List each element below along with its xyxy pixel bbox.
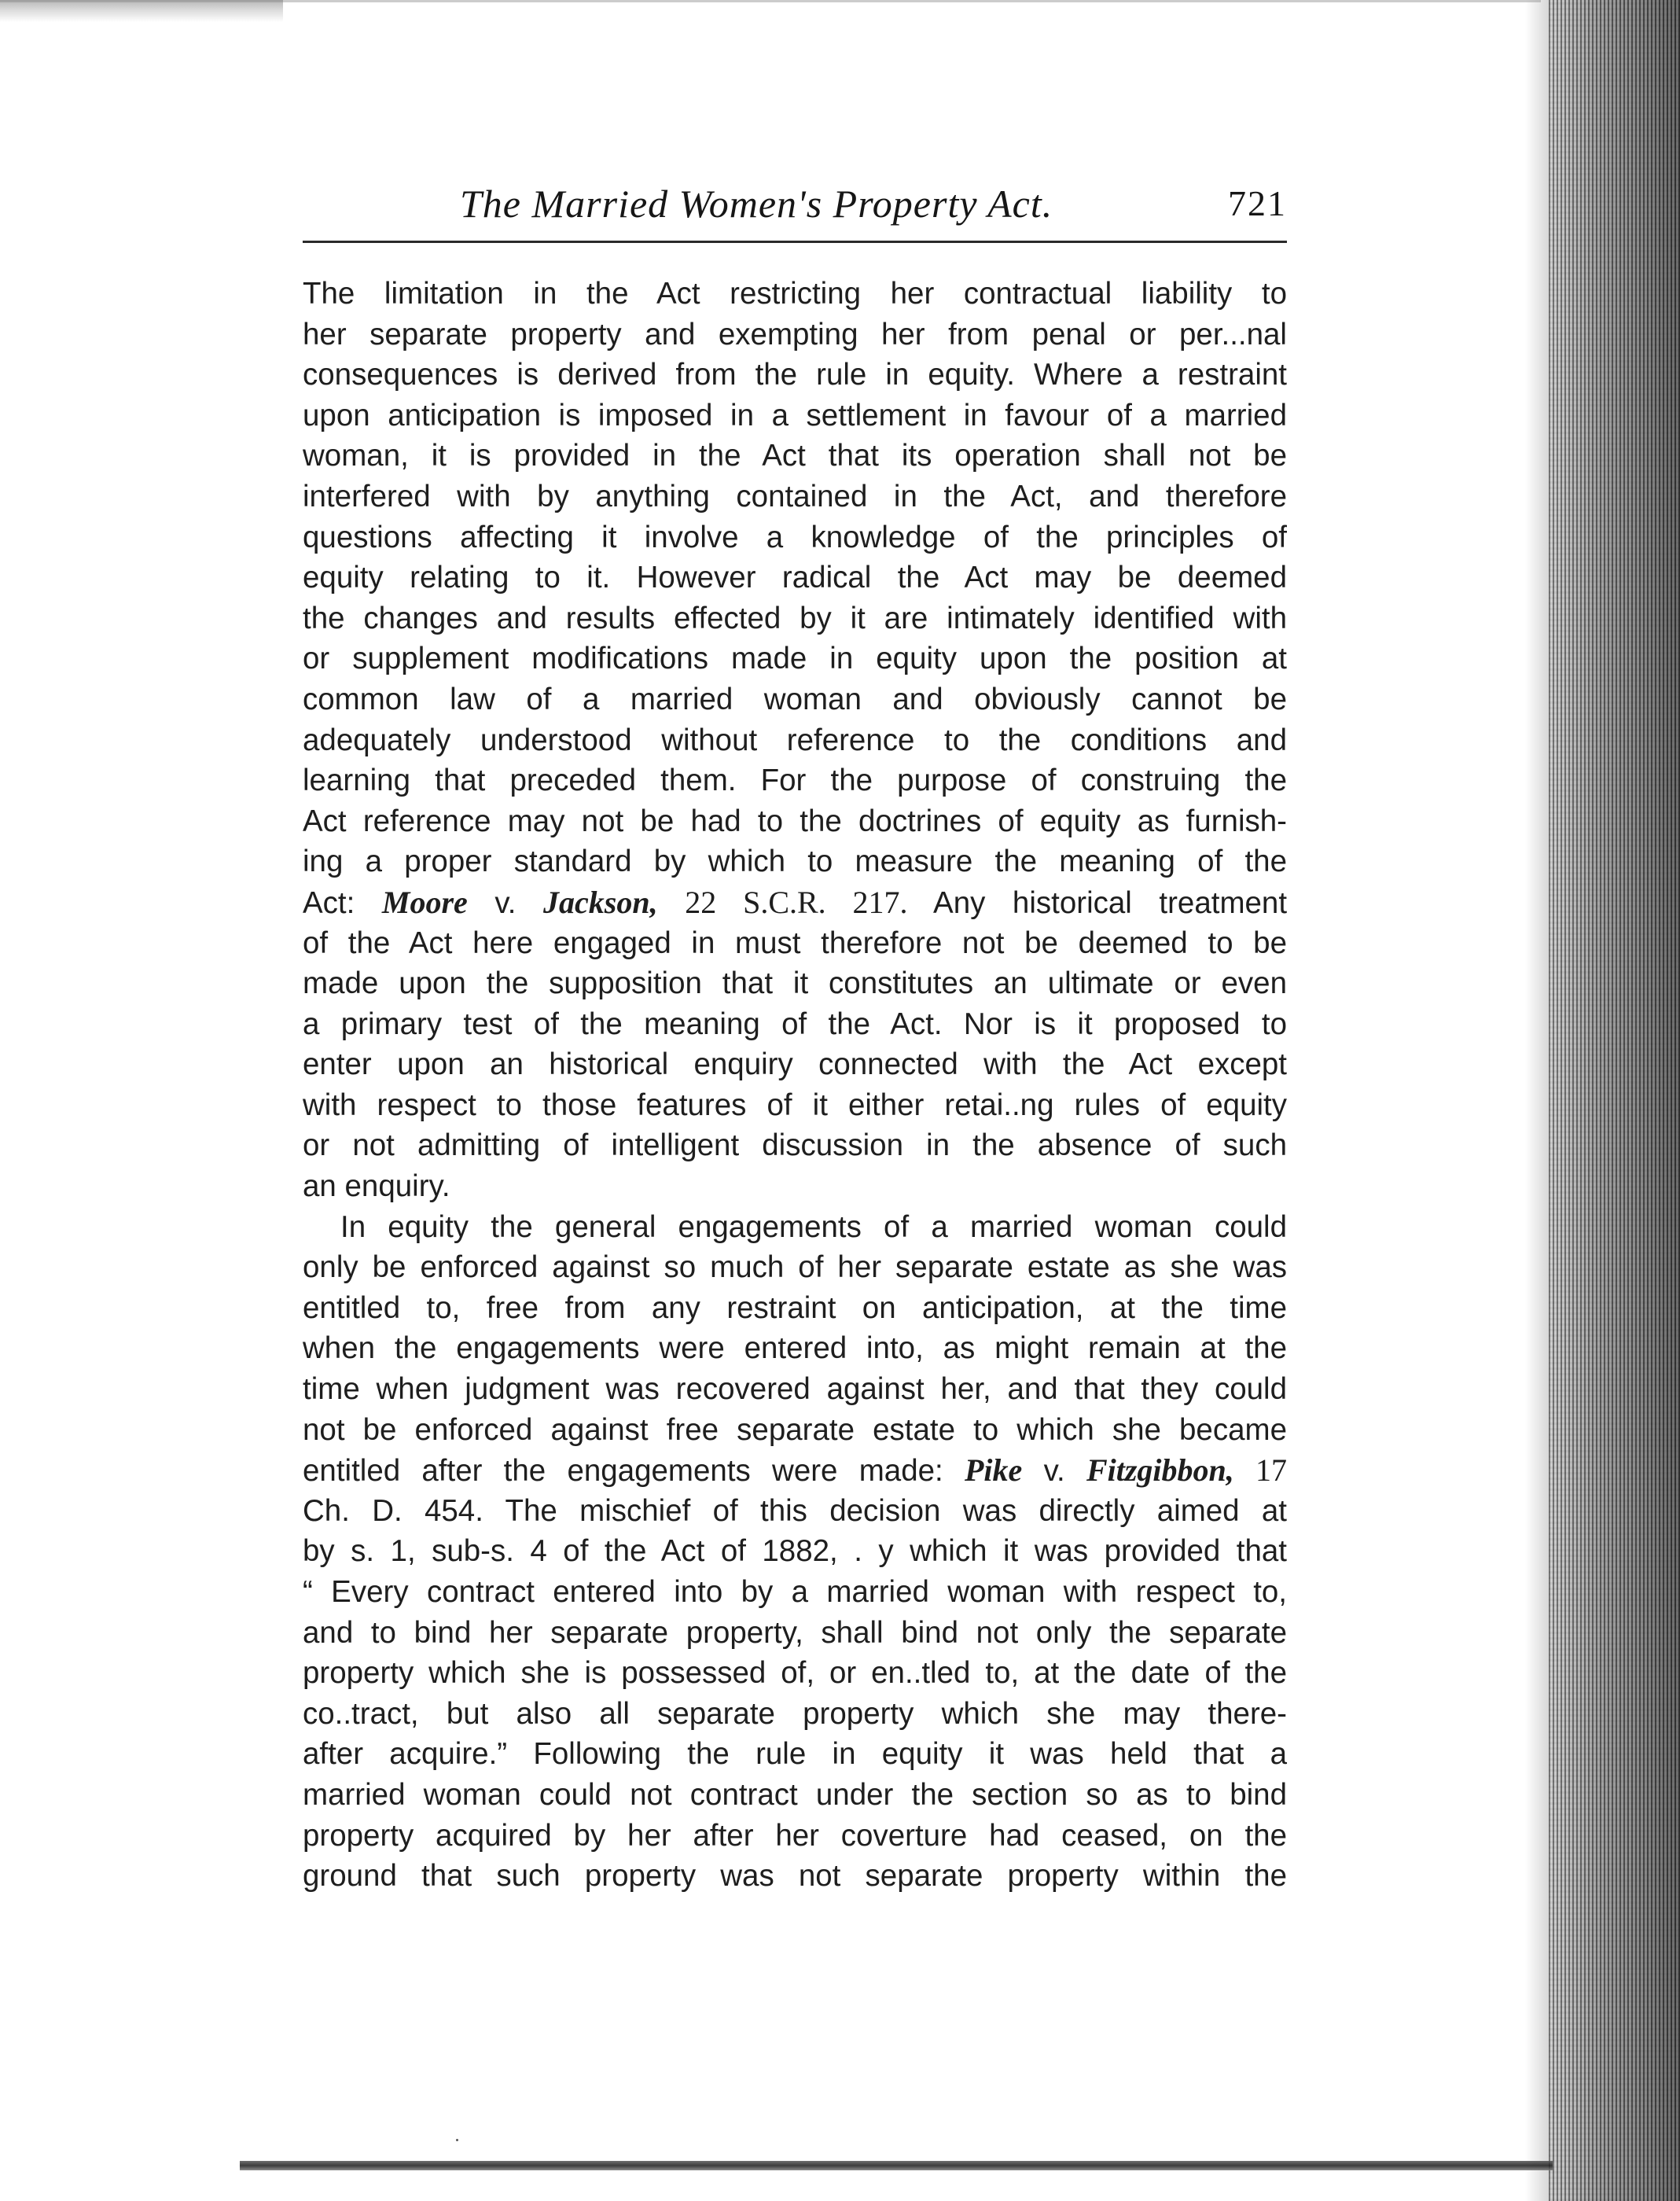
text-line: property acquired by her after her coverture had ceased, on the [303, 1818, 1287, 1853]
page-edge-binding [1549, 0, 1680, 2201]
text-line: her separate property and exempting her from penal or per...nal [303, 317, 1287, 351]
binding-shadow [1525, 0, 1549, 2201]
page-number: 721 [1228, 183, 1287, 223]
text-line: an enquiry. [303, 1169, 450, 1204]
text-run: v. [494, 885, 516, 920]
text-line: Act reference may not be had to the doctrines of equity as furnish- [303, 804, 1287, 838]
text-line: ground that such property was not separate property within the [303, 1859, 1287, 1894]
text-line: a primary test of the meaning of the Act. Nor is it proposed to [303, 1007, 1287, 1041]
text-line: consequences is derived from the rule in equity. Where a restraint [303, 358, 1287, 392]
text-line: “ Every contract entered into by a married woman with respect to, [303, 1575, 1287, 1609]
scan-speck [456, 2139, 458, 2141]
header-rule [303, 241, 1287, 243]
text-line: with respect to those features of it either retai..ng rules of equity [303, 1088, 1287, 1122]
text-run: Any historical treatment [933, 885, 1288, 920]
citation-line-moore [303, 882, 1287, 923]
case-citation: 22 S.C.R. 217. [685, 884, 908, 920]
case-name: Moore [381, 884, 468, 920]
text-line: interfered with by anything contained in the Act, and therefore [303, 479, 1287, 513]
text-line: made upon the supposition that it constitutes an ultimate or even [303, 966, 1287, 1001]
citation-line-pike [303, 1450, 1287, 1491]
text-line: enter upon an historical enquiry connected with the Act except [303, 1047, 1287, 1082]
text-line: when the engagements were entered into, as might remain at the [303, 1331, 1287, 1366]
text-line: In equity the general engagements of a married woman could [340, 1209, 1287, 1244]
text-line: married woman could not contract under the section so as to bind [303, 1777, 1287, 1812]
text-line: co..tract, but also all separate property which she may there- [303, 1696, 1287, 1731]
text-line: only be enforced against so much of her separate estate as she was [303, 1250, 1287, 1285]
text-line: learning that preceded them. For the purpose of construing the [303, 764, 1287, 798]
text-line: and to bind her separate property, shall bind not only the separate [303, 1615, 1287, 1650]
text-line: upon anticipation is imposed in a settlement in favour of a married [303, 398, 1287, 432]
running-header [303, 175, 1287, 230]
text-line: equity relating to it. However radical the Act may be deemed [303, 561, 1287, 595]
text-line: the changes and results effected by it are intimately identified with [303, 601, 1287, 635]
text-line: or not admitting of intelligent discussion in the absence of such [303, 1128, 1287, 1163]
text-run: entitled after the engagements were made: [303, 1454, 943, 1489]
paragraph-1 [303, 274, 1287, 1207]
text-run: v. [1043, 1454, 1065, 1489]
text-line: or supplement modifications made in equity upon the position at [303, 642, 1287, 676]
text-line: of the Act here engaged in must therefore not be deemed to be [303, 926, 1287, 960]
text-line: after acquire.” Following the rule in equity it was held that a [303, 1737, 1287, 1772]
text-line: common law of a married woman and obviously cannot be [303, 682, 1287, 716]
text-line: by s. 1, sub-s. 4 of the Act of 1882, . y which it was provided that [303, 1534, 1287, 1569]
scan-smudge [0, 0, 283, 22]
text-line: Ch. D. 454. The mischief of this decision was directly aimed at [303, 1493, 1287, 1528]
text-line: questions affecting it involve a knowledge of the principles of [303, 520, 1287, 554]
running-title: The Married Women's Property Act. [460, 182, 1053, 226]
text-line: woman, it is provided in the Act that its operation shall not be [303, 439, 1287, 473]
text-line: The limitation in the Act restricting her contractual liability to [303, 277, 1287, 311]
text-line: ing a proper standard by which to measure the meaning of the [303, 845, 1287, 879]
text-run: Act: [303, 885, 355, 920]
paragraph-2 [303, 1207, 1287, 1897]
scan-bottom-edge [240, 2161, 1553, 2170]
text-line: not be enforced against free separate estate to which she became [303, 1412, 1287, 1447]
case-name: Fitzgibbon, [1086, 1452, 1234, 1489]
case-name: Jackson, [543, 884, 658, 920]
body-text [303, 274, 1287, 1897]
text-line: time when judgment was recovered against her, and that they could [303, 1372, 1287, 1407]
case-name: Pike [965, 1452, 1023, 1489]
case-citation: 17 [1255, 1452, 1288, 1489]
text-line: entitled to, free from any restraint on anticipation, at the time [303, 1290, 1287, 1325]
text-line: adequately understood without reference to the conditions and [303, 723, 1287, 757]
text-line: property which she is possessed of, or en..tled to, at the date of the [303, 1656, 1287, 1691]
